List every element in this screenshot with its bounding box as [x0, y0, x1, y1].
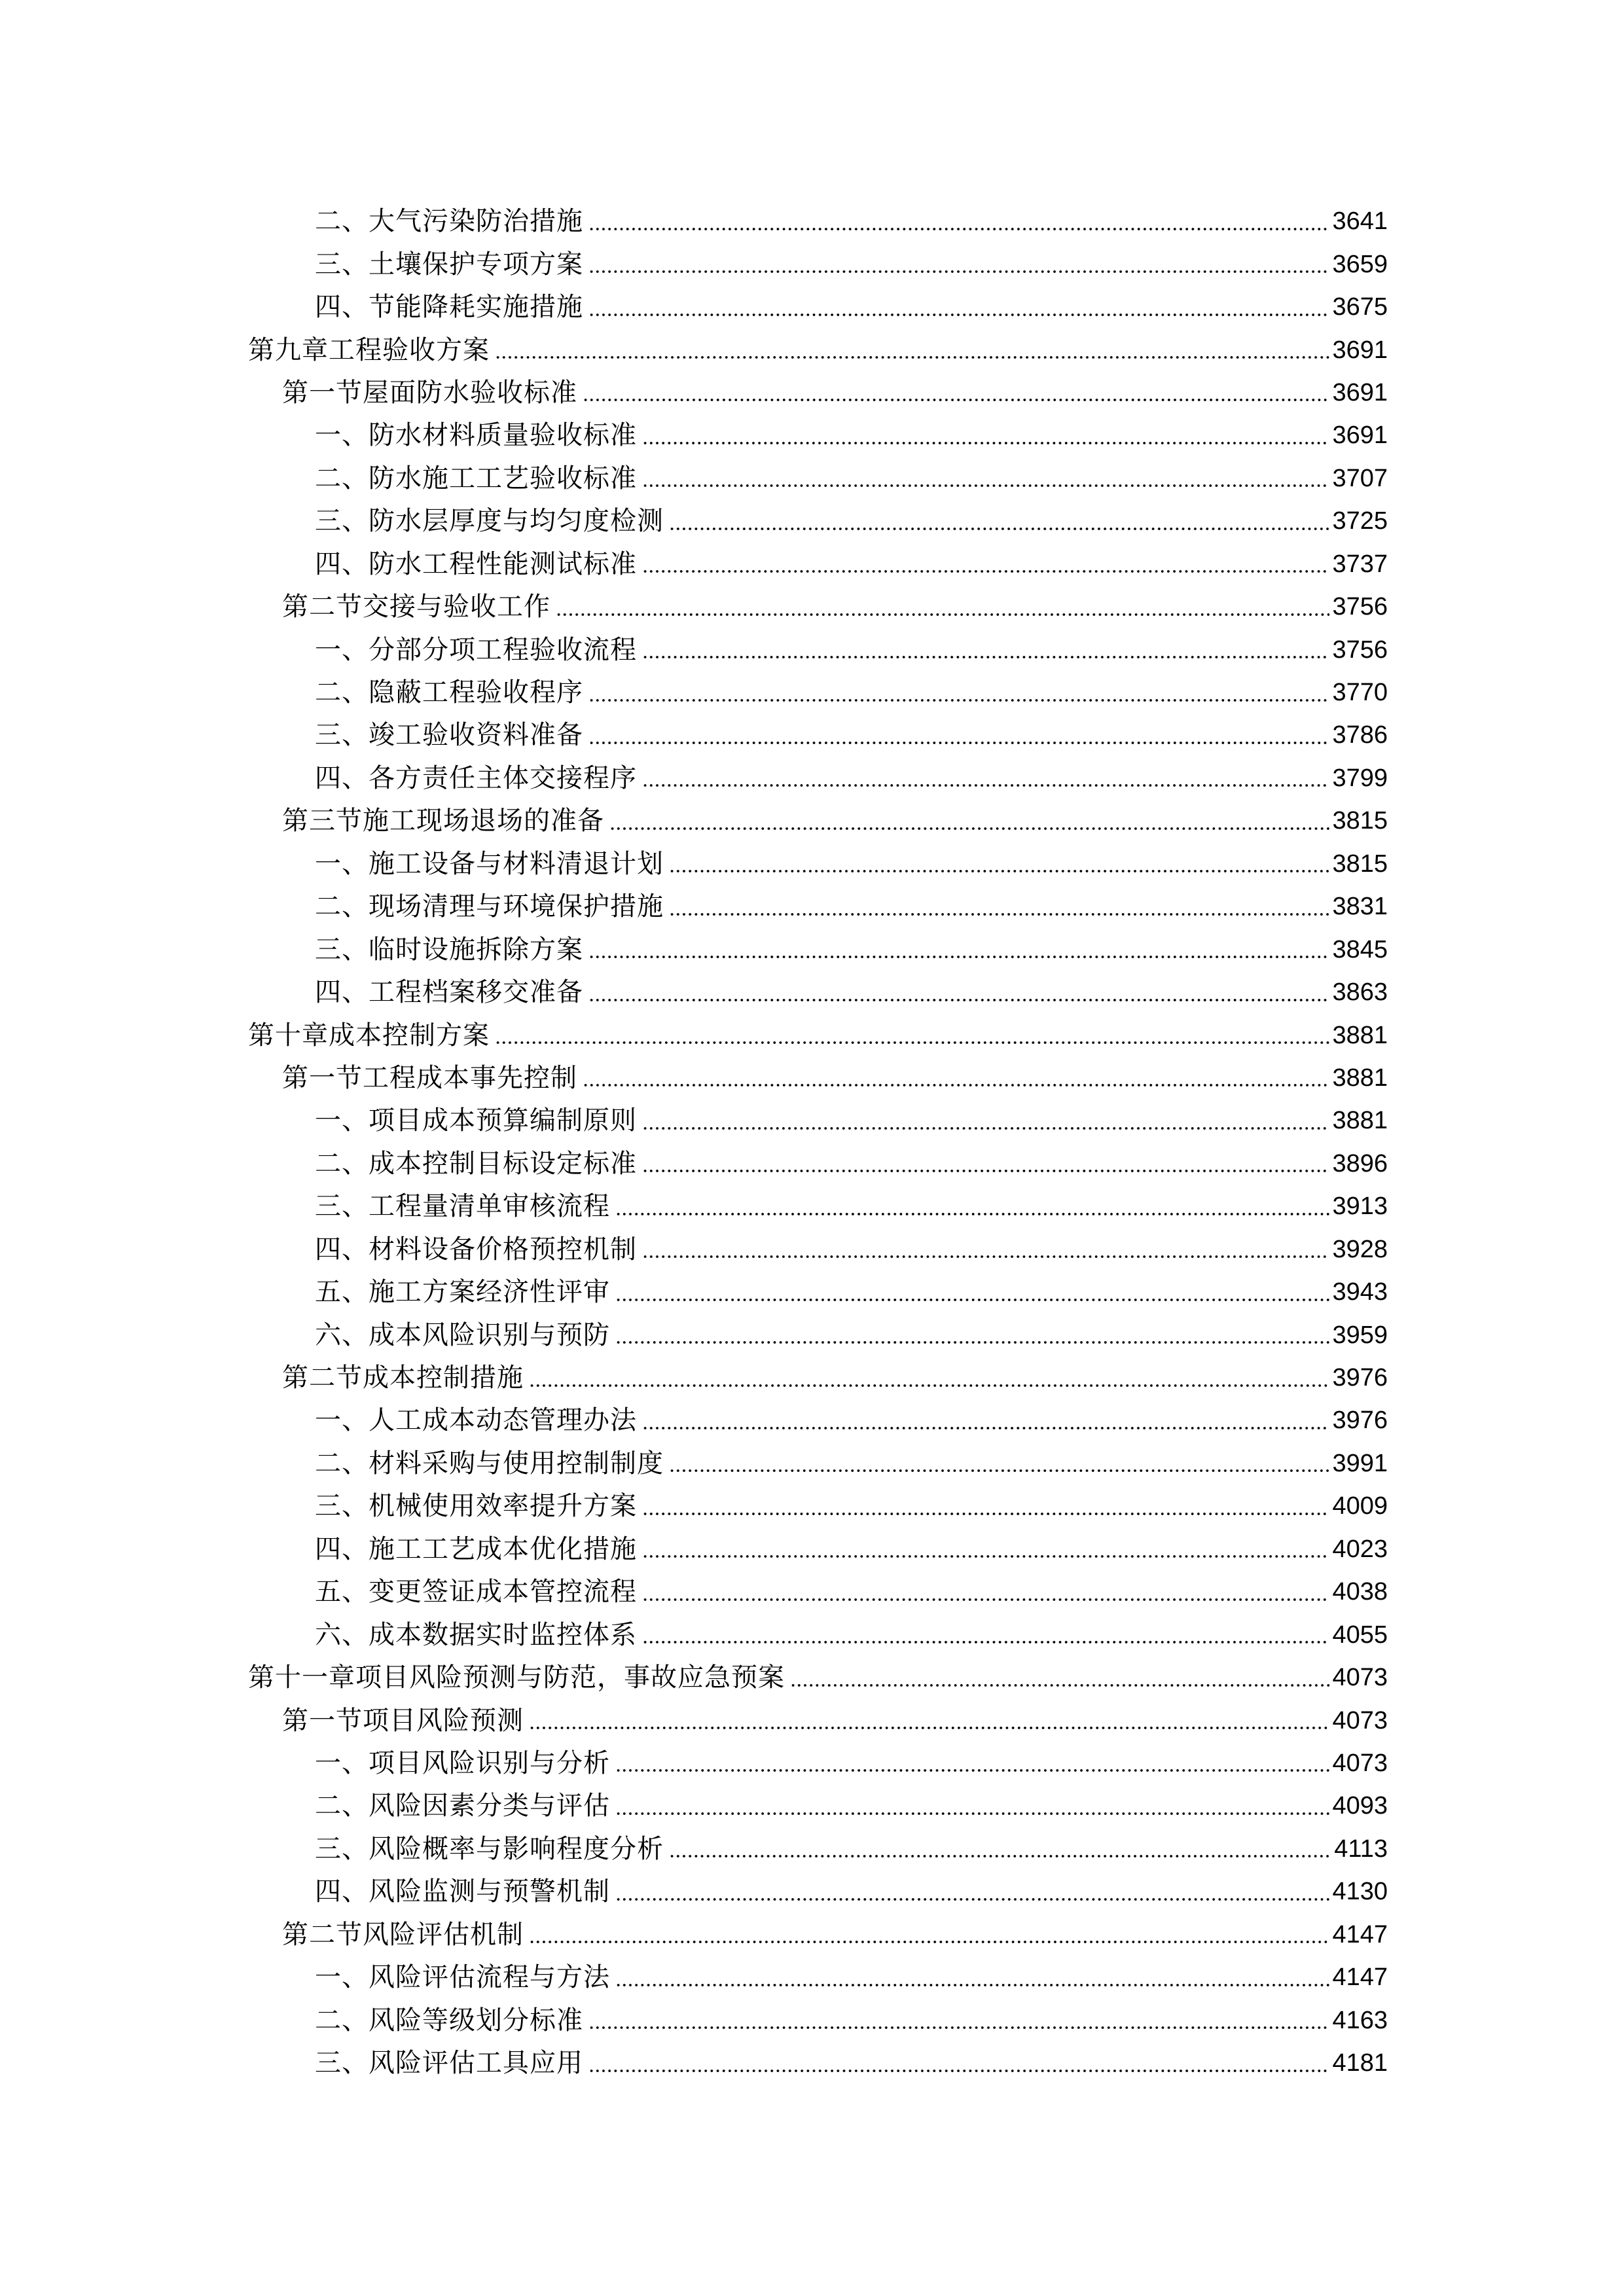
toc-entry-title: 第二节交接与验收工作 — [282, 592, 550, 622]
toc-entry-title: 第九章工程验收方案 — [248, 334, 490, 365]
dot-leader — [642, 1125, 1329, 1132]
dot-leader — [615, 1339, 1329, 1346]
dot-leader — [669, 1467, 1329, 1474]
dot-leader — [556, 611, 1329, 618]
dot-leader — [495, 1039, 1329, 1046]
toc-entry-title: 三、临时设施拆除方案 — [315, 934, 583, 965]
toc-entry-title: 一、人工成本动态管理办法 — [315, 1405, 637, 1436]
toc-page-number: 3943 — [1332, 1278, 1388, 1306]
toc-page-number: 4113 — [1334, 1835, 1388, 1863]
toc-entry-title: 二、成本控制目标设定标准 — [315, 1148, 637, 1179]
toc-page-number: 3976 — [1332, 1364, 1388, 1392]
toc-page-number: 3815 — [1332, 850, 1388, 878]
toc-subsection-entry[interactable] — [0, 672, 1624, 714]
toc-entry-title: 三、风险概率与影响程度分析 — [315, 1833, 664, 1864]
toc-subsection-entry[interactable] — [0, 1399, 1624, 1442]
toc-page-number: 3845 — [1332, 935, 1388, 963]
toc-entry-title: 三、土壤保护专项方案 — [315, 249, 583, 279]
toc-section-entry[interactable] — [0, 372, 1624, 414]
toc-page-number: 4073 — [1332, 1664, 1388, 1692]
toc-page-number: 3913 — [1332, 1193, 1388, 1221]
dot-leader — [495, 354, 1329, 361]
toc-page-number: 3675 — [1332, 293, 1388, 321]
toc-page-number: 3799 — [1332, 764, 1388, 792]
toc-page-number: 3725 — [1332, 507, 1388, 535]
toc-subsection-entry[interactable] — [0, 1229, 1624, 1271]
dot-leader — [588, 697, 1329, 704]
toc-subsection-entry[interactable] — [0, 1185, 1624, 1228]
dot-leader — [615, 1211, 1329, 1217]
toc-subsection-entry[interactable] — [0, 1828, 1624, 1871]
toc-entry-title: 第二节风险评估机制 — [282, 1919, 524, 1950]
toc-subsection-entry[interactable] — [0, 543, 1624, 586]
toc-entry-title: 四、材料设备价格预控机制 — [315, 1234, 637, 1265]
dot-leader — [588, 2068, 1329, 2074]
toc-page-number: 3756 — [1332, 593, 1388, 621]
toc-entry-title: 六、成本数据实时监控体系 — [315, 1619, 637, 1650]
toc-page-number: 3976 — [1332, 1407, 1388, 1435]
toc-entry-title: 四、施工工艺成本优化措施 — [315, 1534, 637, 1564]
toc-page-number: 3815 — [1332, 807, 1388, 835]
toc-subsection-entry[interactable] — [0, 414, 1624, 457]
toc-chapter-entry[interactable] — [0, 1014, 1624, 1056]
table-of-contents — [0, 200, 1624, 2085]
toc-entry-title: 三、工程量清单审核流程 — [315, 1191, 610, 1222]
toc-subsection-entry[interactable] — [0, 1443, 1624, 1485]
toc-entry-title: 三、风险评估工具应用 — [315, 2048, 583, 2079]
dot-leader — [588, 2024, 1329, 2031]
toc-entry-title: 一、项目成本预算编制原则 — [315, 1105, 637, 1136]
dot-leader — [642, 482, 1329, 489]
dot-leader — [669, 911, 1329, 918]
toc-subsection-entry[interactable] — [0, 1956, 1624, 1999]
dot-leader — [615, 1982, 1329, 1988]
dot-leader — [642, 782, 1329, 789]
toc-section-entry[interactable] — [0, 1914, 1624, 1956]
toc-entry-title: 四、节能降耗实施措施 — [315, 292, 583, 323]
toc-subsection-entry[interactable] — [0, 1271, 1624, 1314]
dot-leader — [790, 1682, 1329, 1689]
toc-page-number: 3896 — [1332, 1149, 1388, 1177]
toc-page-number: 4055 — [1332, 1621, 1388, 1649]
dot-leader — [583, 397, 1329, 403]
toc-entry-title: 四、工程档案移交准备 — [315, 977, 583, 1008]
toc-entry-title: 四、防水工程性能测试标准 — [315, 548, 637, 579]
toc-subsection-entry[interactable] — [0, 1528, 1624, 1571]
dot-leader — [669, 868, 1329, 874]
toc-subsection-entry[interactable] — [0, 457, 1624, 500]
toc-section-entry[interactable] — [0, 1357, 1624, 1399]
toc-subsection-entry[interactable] — [0, 2042, 1624, 2085]
toc-page-number: 4038 — [1332, 1578, 1388, 1606]
toc-subsection-entry[interactable] — [0, 1143, 1624, 1185]
dot-leader — [642, 440, 1329, 446]
toc-entry-title: 第十章成本控制方案 — [248, 1020, 490, 1050]
toc-page-number: 3881 — [1332, 1107, 1388, 1135]
dot-leader — [642, 568, 1329, 575]
dot-leader — [588, 954, 1329, 960]
toc-subsection-entry[interactable] — [0, 1742, 1624, 1785]
toc-subsection-entry[interactable] — [0, 757, 1624, 800]
toc-page-number: 3641 — [1332, 207, 1388, 236]
toc-entry-title: 一、项目风险识别与分析 — [315, 1748, 610, 1778]
dot-leader — [615, 1810, 1329, 1817]
toc-chapter-entry[interactable] — [0, 329, 1624, 371]
dot-leader — [642, 654, 1329, 660]
toc-entry-title: 一、分部分项工程验收流程 — [315, 634, 637, 665]
toc-entry-title: 一、防水材料质量验收标准 — [315, 420, 637, 451]
toc-page-number: 3691 — [1332, 336, 1388, 364]
dot-leader — [529, 1725, 1329, 1731]
toc-page-number: 3756 — [1332, 636, 1388, 664]
toc-subsection-entry[interactable] — [0, 200, 1624, 243]
toc-subsection-entry[interactable] — [0, 971, 1624, 1014]
toc-page-number: 4023 — [1332, 1535, 1388, 1563]
dot-leader — [642, 1511, 1329, 1517]
toc-entry-title: 一、风险评估流程与方法 — [315, 1962, 610, 1993]
toc-section-entry[interactable] — [0, 586, 1624, 628]
toc-page-number: 4181 — [1332, 2049, 1388, 2077]
dot-leader — [615, 1896, 1329, 1903]
toc-page-number: 3770 — [1332, 679, 1388, 707]
dot-leader — [529, 1939, 1329, 1945]
toc-page-number: 4093 — [1332, 1792, 1388, 1820]
toc-page-number: 3737 — [1332, 550, 1388, 578]
dot-leader — [615, 1767, 1329, 1774]
toc-subsection-entry[interactable] — [0, 1871, 1624, 1913]
toc-subsection-entry[interactable] — [0, 886, 1624, 928]
toc-entry-title: 二、防水施工工艺验收标准 — [315, 463, 637, 493]
toc-page-number: 3691 — [1332, 422, 1388, 450]
toc-subsection-entry[interactable] — [0, 1613, 1624, 1656]
toc-subsection-entry[interactable] — [0, 1785, 1624, 1827]
dot-leader — [642, 1639, 1329, 1645]
toc-page-number: 3863 — [1332, 978, 1388, 1007]
dot-leader — [642, 1596, 1329, 1603]
toc-subsection-entry[interactable] — [0, 1100, 1624, 1142]
dot-leader — [529, 1382, 1329, 1389]
toc-page-number: 4130 — [1332, 1878, 1388, 1906]
toc-entry-title: 六、成本风险识别与预防 — [315, 1319, 610, 1350]
toc-entry-title: 四、各方责任主体交接程序 — [315, 762, 637, 793]
toc-page-number: 3991 — [1332, 1449, 1388, 1477]
dot-leader — [642, 1168, 1329, 1174]
toc-entry-title: 五、变更签证成本管控流程 — [315, 1577, 637, 1607]
toc-page-number: 3831 — [1332, 893, 1388, 921]
toc-entry-title: 第一节项目风险预测 — [282, 1705, 524, 1736]
toc-entry-title: 二、隐蔽工程验收程序 — [315, 677, 583, 708]
toc-page-number: 4147 — [1332, 1964, 1388, 1992]
toc-entry-title: 第二节成本控制措施 — [282, 1363, 524, 1393]
toc-entry-title: 二、风险等级划分标准 — [315, 2005, 583, 2036]
dot-leader — [588, 226, 1329, 232]
toc-page-number: 4073 — [1332, 1706, 1388, 1734]
toc-page-number: 4163 — [1332, 2006, 1388, 2034]
dot-leader — [609, 825, 1329, 832]
toc-subsection-entry[interactable] — [0, 714, 1624, 757]
dot-leader — [588, 312, 1329, 318]
toc-entry-title: 四、风险监测与预警机制 — [315, 1876, 610, 1907]
dot-leader — [588, 268, 1329, 275]
toc-subsection-entry[interactable] — [0, 1314, 1624, 1356]
toc-entry-title: 三、防水层厚度与均匀度检测 — [315, 506, 664, 537]
toc-entry-title: 二、大气污染防治措施 — [315, 206, 583, 237]
dot-leader — [588, 997, 1329, 1003]
toc-entry-title: 第一节屋面防水验收标准 — [282, 377, 577, 408]
toc-page-number: 4073 — [1332, 1749, 1388, 1777]
toc-entry-title: 二、现场清理与环境保护措施 — [315, 891, 664, 922]
toc-page-number: 3786 — [1332, 721, 1388, 749]
toc-subsection-entry[interactable] — [0, 500, 1624, 543]
toc-subsection-entry[interactable] — [0, 286, 1624, 329]
dot-leader — [642, 1253, 1329, 1260]
toc-subsection-entry[interactable] — [0, 243, 1624, 285]
toc-entry-title: 第三节施工现场退场的准备 — [282, 806, 604, 836]
toc-entry-title: 五、施工方案经济性评审 — [315, 1277, 610, 1308]
toc-chapter-entry[interactable] — [0, 1657, 1624, 1699]
toc-entry-title: 三、机械使用效率提升方案 — [315, 1491, 637, 1522]
toc-page-number: 3881 — [1332, 1064, 1388, 1092]
toc-subsection-entry[interactable] — [0, 1571, 1624, 1613]
dot-leader — [615, 1297, 1329, 1303]
toc-page-number: 3928 — [1332, 1235, 1388, 1263]
toc-subsection-entry[interactable] — [0, 1999, 1624, 2041]
toc-entry-title: 第十一章项目风险预测与防范，事故应急预案 — [248, 1662, 785, 1693]
toc-page-number: 4147 — [1332, 1920, 1388, 1948]
dot-leader — [642, 1553, 1329, 1560]
toc-subsection-entry[interactable] — [0, 928, 1624, 971]
toc-page-number: 3691 — [1332, 378, 1388, 406]
toc-entry-title: 三、竣工验收资料准备 — [315, 720, 583, 751]
toc-page-number: 3707 — [1332, 464, 1388, 492]
toc-subsection-entry[interactable] — [0, 628, 1624, 671]
toc-page-number: 3659 — [1332, 250, 1388, 278]
toc-section-entry[interactable] — [0, 1057, 1624, 1100]
toc-entry-title: 一、施工设备与材料清退计划 — [315, 848, 664, 879]
dot-leader — [669, 526, 1329, 532]
toc-entry-title: 第一节工程成本事先控制 — [282, 1062, 577, 1093]
dot-leader — [642, 1425, 1329, 1431]
toc-page-number: 4009 — [1332, 1492, 1388, 1520]
toc-section-entry[interactable] — [0, 800, 1624, 842]
toc-entry-title: 二、风险因素分类与评估 — [315, 1791, 610, 1821]
toc-subsection-entry[interactable] — [0, 843, 1624, 886]
dot-leader — [588, 740, 1329, 746]
toc-page-number: 3881 — [1332, 1021, 1388, 1049]
toc-section-entry[interactable] — [0, 1699, 1624, 1742]
dot-leader — [669, 1853, 1331, 1859]
toc-subsection-entry[interactable] — [0, 1485, 1624, 1528]
dot-leader — [583, 1082, 1329, 1088]
toc-page-number: 3959 — [1332, 1321, 1388, 1349]
toc-entry-title: 二、材料采购与使用控制制度 — [315, 1448, 664, 1479]
